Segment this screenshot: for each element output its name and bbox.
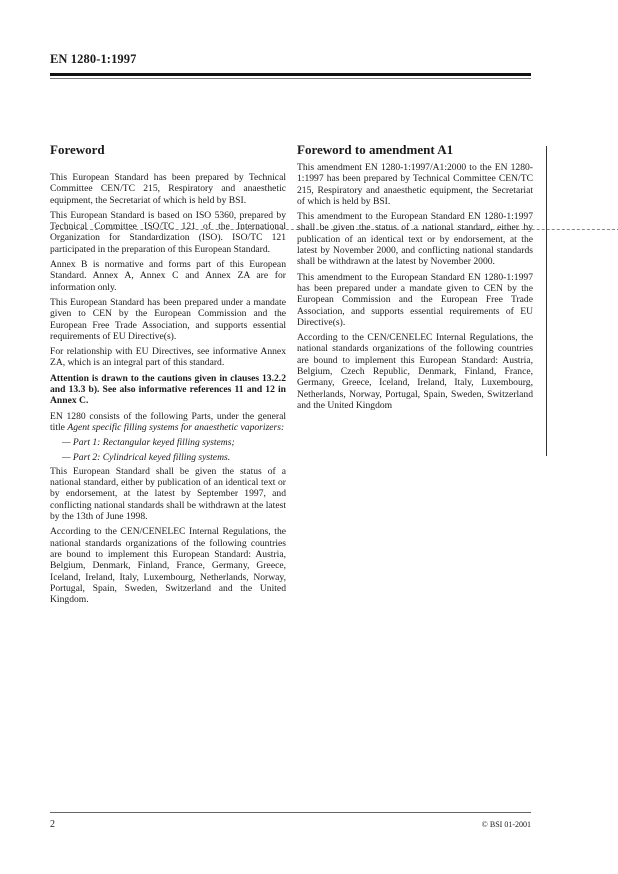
- amendment-change-bar: [546, 146, 547, 456]
- foreword-paragraph-committee: This European Standard has been prepared by Technical Committee CEN/TC 215, Respiratory and anaesthetic equipment, the Secretariat of which is held by BSI.: [50, 172, 286, 206]
- parts-list-item-1: — Part 1: Rectangular keyed filling systems;: [62, 437, 235, 449]
- foreword-paragraph-parts: [50, 411, 286, 434]
- amendment-paragraph-mandate: This amendment to the European Standard EN 1280-1:1997 has been prepared under a mandate given to CEN by the European Commission and the European Free Trade Association, and supports essential requirements of EU Directive(s).: [297, 271, 533, 328]
- foreword-paragraph-countries: According to the CEN/CENELEC Internal Regulations, the national standards organizations of the following countries are bound to implement this European Standard: Austria, Belgium, Denmark, Finland, France, Germany, Greece, Iceland, Ireland, Italy, Luxembourg, Netherlands, Norway, Portugal, Spain, Sweden, Switzerland and the United Kingdom.: [50, 526, 286, 606]
- foreword-paragraph-mandate: This European Standard has been prepared under a mandate given to CEN by the European Commission and the European Free Trade Association, and supports essential requirements of EU Directive(s).: [50, 296, 286, 342]
- foreword-paragraph-iso-basis: This European Standard is based on ISO 5360, prepared by Technical Committee ISO/TC 121 of the International Organization for Standardization (ISO). ISO/TC 121 participated in the preparation of this European Standard.: [50, 209, 286, 255]
- copyright-notice: © BSI 01-2001: [481, 820, 531, 829]
- header-rule-thick: [50, 73, 531, 76]
- foreword-paragraph-annexes: Annex B is normative and forms part of this European Standard. Annex A, Annex C and Annex ZA are for information only.: [50, 259, 286, 293]
- parts-general-title: Agent specific filling systems for anaesthetic vaporizers:: [67, 421, 285, 433]
- amendment-paragraph-countries: According to the CEN/CENELEC Internal Regulations, the national standards organizations of the following countries are bound to implement this European Standard: Austria, Belgium, Czech Republic, Denmark, Finland, France, Germany, Greece, Iceland, Ireland, Italy, Luxembourg, Netherlands, Norway, Portugal, Spain, Sweden, Switzerland and the United Kingdom: [297, 332, 533, 411]
- header-rule-thin: [50, 78, 531, 79]
- foreword-paragraph-eu-directives: For relationship with EU Directives, see informative Annex ZA, which is an integral part of this standard.: [50, 346, 286, 369]
- foreword-paragraph-status: This European Standard shall be given the status of a national standard, either by publication of an identical text or by endorsement, at the latest by September 1997, and conflicting national standards shall be withdrawn at the latest by the 13th of June 1998.: [50, 465, 286, 523]
- amendment-paragraph-committee: This amendment EN 1280-1:1997/A1:2000 to the EN 1280-1:1997 has been prepared by Technical Committee CEN/TC 215, Respiratory and anaesthetic equipment, the Secretariat of which is held by BSI.: [297, 162, 533, 207]
- foreword-heading: Foreword: [50, 142, 105, 157]
- parts-intro-text: EN 1280 consists of the following Parts, under the general title: [50, 410, 286, 433]
- foreword-paragraph-attention: Attention is drawn to the cautions given in clauses 13.2.2 and 13.3 b). See also informative references 11 and 12 in Annex C.: [50, 372, 286, 407]
- foreword-column: [50, 142, 286, 609]
- amendment-paragraph-status: This amendment to the European Standard EN 1280-1:1997 shall be given the status of a national standard, either by publication of an identical text or by endorsement, at the latest by November 2000, and conflicting national standards shall be withdrawn at the latest by November 2000.: [297, 211, 533, 268]
- page-number: 2: [50, 819, 55, 830]
- amendment-foreword-column: [297, 142, 533, 415]
- amendment-heading: Foreword to amendment A1: [297, 142, 454, 157]
- parts-list-item-2: — Part 2: Cylindrical keyed filling systems.: [62, 451, 231, 463]
- document-header-title: EN 1280-1:1997: [50, 52, 137, 66]
- footer-rule: [50, 812, 531, 813]
